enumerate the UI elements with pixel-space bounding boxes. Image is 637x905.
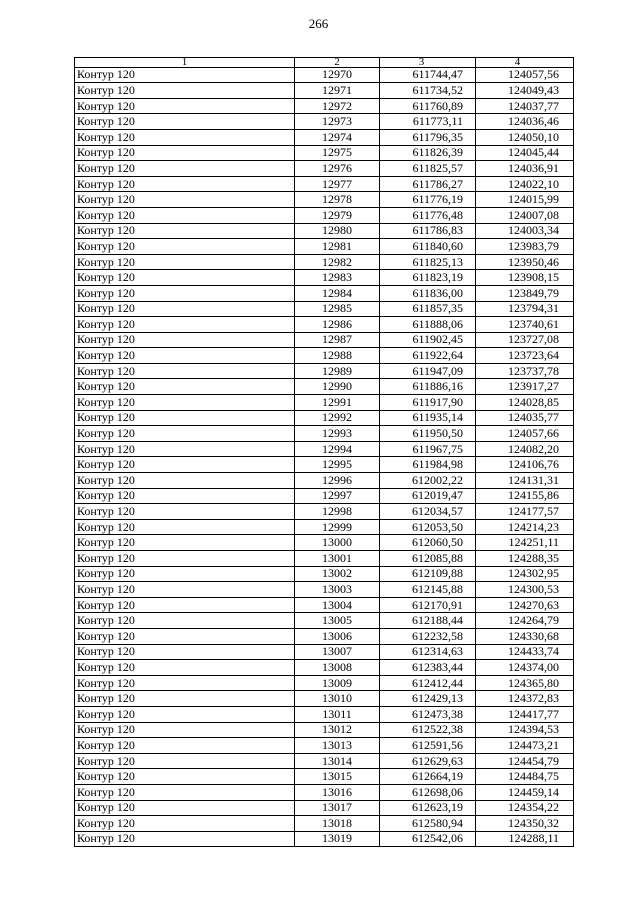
x-coordinate-cell: 612232,58 bbox=[380, 628, 476, 644]
table-row bbox=[75, 691, 574, 707]
table-row bbox=[75, 457, 574, 473]
y-coordinate-cell: 124417,77 bbox=[476, 706, 574, 722]
contour-name-cell: Контур 120 bbox=[75, 207, 295, 223]
x-coordinate-cell: 612429,13 bbox=[380, 691, 476, 707]
y-coordinate-cell: 124473,21 bbox=[476, 738, 574, 754]
x-coordinate-cell: 611825,57 bbox=[380, 161, 476, 177]
point-number-cell: 13002 bbox=[295, 566, 380, 582]
x-coordinate-cell: 611786,83 bbox=[380, 223, 476, 239]
point-number-cell: 12982 bbox=[295, 254, 380, 270]
y-coordinate-cell: 124028,85 bbox=[476, 395, 574, 411]
table-header-row bbox=[75, 58, 574, 68]
contour-name-cell: Контур 120 bbox=[75, 301, 295, 317]
contour-name-cell: Контур 120 bbox=[75, 784, 295, 800]
y-coordinate-cell: 124131,31 bbox=[476, 473, 574, 489]
x-coordinate-cell: 611902,45 bbox=[380, 332, 476, 348]
contour-name-cell: Контур 120 bbox=[75, 769, 295, 785]
point-number-cell: 13003 bbox=[295, 582, 380, 598]
contour-name-cell: Контур 120 bbox=[75, 317, 295, 333]
table-row bbox=[75, 363, 574, 379]
contour-name-cell: Контур 120 bbox=[75, 161, 295, 177]
x-coordinate-cell: 612019,47 bbox=[380, 488, 476, 504]
point-number-cell: 12980 bbox=[295, 223, 380, 239]
contour-name-cell: Контур 120 bbox=[75, 348, 295, 364]
table-row bbox=[75, 145, 574, 161]
y-coordinate-cell: 124015,99 bbox=[476, 192, 574, 208]
point-number-cell: 13017 bbox=[295, 800, 380, 816]
x-coordinate-cell: 612522,38 bbox=[380, 722, 476, 738]
point-number-cell: 12989 bbox=[295, 363, 380, 379]
x-coordinate-cell: 611947,09 bbox=[380, 363, 476, 379]
table-row bbox=[75, 566, 574, 582]
x-coordinate-cell: 611744,47 bbox=[380, 67, 476, 83]
x-coordinate-cell: 612145,88 bbox=[380, 582, 476, 598]
contour-name-cell: Контур 120 bbox=[75, 67, 295, 83]
table-row bbox=[75, 207, 574, 223]
contour-name-cell: Контур 120 bbox=[75, 566, 295, 582]
contour-name-cell: Контур 120 bbox=[75, 722, 295, 738]
point-number-cell: 13008 bbox=[295, 660, 380, 676]
contour-name-cell: Контур 120 bbox=[75, 457, 295, 473]
table-row bbox=[75, 379, 574, 395]
contour-name-cell: Контур 120 bbox=[75, 675, 295, 691]
y-coordinate-cell: 124394,53 bbox=[476, 722, 574, 738]
point-number-cell: 12990 bbox=[295, 379, 380, 395]
point-number-cell: 13018 bbox=[295, 816, 380, 832]
table-row bbox=[75, 83, 574, 99]
table-row bbox=[75, 332, 574, 348]
table-row bbox=[75, 395, 574, 411]
point-number-cell: 12986 bbox=[295, 317, 380, 333]
x-coordinate-cell: 612591,56 bbox=[380, 738, 476, 754]
point-number-cell: 13009 bbox=[295, 675, 380, 691]
table-row bbox=[75, 800, 574, 816]
point-number-cell: 12993 bbox=[295, 426, 380, 442]
point-number-cell: 12994 bbox=[295, 441, 380, 457]
x-coordinate-cell: 612170,91 bbox=[380, 597, 476, 613]
point-number-cell: 12997 bbox=[295, 488, 380, 504]
contour-name-cell: Контур 120 bbox=[75, 800, 295, 816]
table-row bbox=[75, 753, 574, 769]
point-number-cell: 12983 bbox=[295, 270, 380, 286]
x-coordinate-cell: 611840,60 bbox=[380, 239, 476, 255]
contour-name-cell: Контур 120 bbox=[75, 488, 295, 504]
point-number-cell: 12991 bbox=[295, 395, 380, 411]
table-row bbox=[75, 784, 574, 800]
point-number-cell: 12976 bbox=[295, 161, 380, 177]
table-row bbox=[75, 597, 574, 613]
y-coordinate-cell: 124007,08 bbox=[476, 207, 574, 223]
y-coordinate-cell: 123917,27 bbox=[476, 379, 574, 395]
point-number-cell: 13016 bbox=[295, 784, 380, 800]
y-coordinate-cell: 124264,79 bbox=[476, 613, 574, 629]
table-row bbox=[75, 504, 574, 520]
y-coordinate-cell: 124036,46 bbox=[476, 114, 574, 130]
y-coordinate-cell: 124036,91 bbox=[476, 161, 574, 177]
x-coordinate-cell: 612002,22 bbox=[380, 473, 476, 489]
contour-name-cell: Контур 120 bbox=[75, 816, 295, 832]
contour-name-cell: Контур 120 bbox=[75, 582, 295, 598]
point-number-cell: 12984 bbox=[295, 285, 380, 301]
table-row bbox=[75, 176, 574, 192]
table-row bbox=[75, 254, 574, 270]
y-coordinate-cell: 124251,11 bbox=[476, 535, 574, 551]
contour-name-cell: Контур 120 bbox=[75, 738, 295, 754]
table-row bbox=[75, 270, 574, 286]
y-coordinate-cell: 124454,79 bbox=[476, 753, 574, 769]
contour-name-cell: Контур 120 bbox=[75, 426, 295, 442]
x-coordinate-cell: 612109,88 bbox=[380, 566, 476, 582]
contour-name-cell: Контур 120 bbox=[75, 644, 295, 660]
table-body bbox=[75, 58, 574, 847]
point-number-cell: 13011 bbox=[295, 706, 380, 722]
contour-name-cell: Контур 120 bbox=[75, 98, 295, 114]
table-row bbox=[75, 161, 574, 177]
table-row bbox=[75, 644, 574, 660]
point-number-cell: 13004 bbox=[295, 597, 380, 613]
y-coordinate-cell: 124302,95 bbox=[476, 566, 574, 582]
table-row bbox=[75, 535, 574, 551]
point-number-cell: 13006 bbox=[295, 628, 380, 644]
contour-name-cell: Контур 120 bbox=[75, 395, 295, 411]
table-row bbox=[75, 831, 574, 847]
page-number: 266 bbox=[308, 16, 329, 31]
table-row bbox=[75, 816, 574, 832]
contour-name-cell: Контур 120 bbox=[75, 504, 295, 520]
table-row bbox=[75, 722, 574, 738]
contour-name-cell: Контур 120 bbox=[75, 254, 295, 270]
contour-name-cell: Контур 120 bbox=[75, 519, 295, 535]
y-coordinate-cell: 124106,76 bbox=[476, 457, 574, 473]
y-coordinate-cell: 123740,61 bbox=[476, 317, 574, 333]
point-number-cell: 13007 bbox=[295, 644, 380, 660]
point-number-cell: 13005 bbox=[295, 613, 380, 629]
table-row bbox=[75, 410, 574, 426]
contour-name-cell: Контур 120 bbox=[75, 270, 295, 286]
contour-name-cell: Контур 120 bbox=[75, 597, 295, 613]
contour-name-cell: Контур 120 bbox=[75, 239, 295, 255]
point-number-cell: 12999 bbox=[295, 519, 380, 535]
column-header-2: 2 bbox=[295, 58, 380, 68]
y-coordinate-cell: 124374,00 bbox=[476, 660, 574, 676]
table-row bbox=[75, 488, 574, 504]
x-coordinate-cell: 611825,13 bbox=[380, 254, 476, 270]
y-coordinate-cell: 124354,22 bbox=[476, 800, 574, 816]
column-header-3: 3 bbox=[380, 58, 476, 68]
table-row bbox=[75, 426, 574, 442]
point-number-cell: 13012 bbox=[295, 722, 380, 738]
y-coordinate-cell: 124270,63 bbox=[476, 597, 574, 613]
point-number-cell: 13013 bbox=[295, 738, 380, 754]
y-coordinate-cell: 123727,08 bbox=[476, 332, 574, 348]
y-coordinate-cell: 124214,23 bbox=[476, 519, 574, 535]
table-row bbox=[75, 114, 574, 130]
contour-name-cell: Контур 120 bbox=[75, 535, 295, 551]
y-coordinate-cell: 124022,10 bbox=[476, 176, 574, 192]
table-row bbox=[75, 129, 574, 145]
x-coordinate-cell: 612623,19 bbox=[380, 800, 476, 816]
x-coordinate-cell: 612542,06 bbox=[380, 831, 476, 847]
table-row bbox=[75, 301, 574, 317]
y-coordinate-cell: 123983,79 bbox=[476, 239, 574, 255]
point-number-cell: 12992 bbox=[295, 410, 380, 426]
y-coordinate-cell: 124484,75 bbox=[476, 769, 574, 785]
point-number-cell: 12987 bbox=[295, 332, 380, 348]
y-coordinate-cell: 124035,77 bbox=[476, 410, 574, 426]
y-coordinate-cell: 123737,78 bbox=[476, 363, 574, 379]
point-number-cell: 13000 bbox=[295, 535, 380, 551]
x-coordinate-cell: 611922,64 bbox=[380, 348, 476, 364]
x-coordinate-cell: 611967,75 bbox=[380, 441, 476, 457]
point-number-cell: 13014 bbox=[295, 753, 380, 769]
y-coordinate-cell: 124082,20 bbox=[476, 441, 574, 457]
contour-name-cell: Контур 120 bbox=[75, 285, 295, 301]
x-coordinate-cell: 612698,06 bbox=[380, 784, 476, 800]
y-coordinate-cell: 124372,83 bbox=[476, 691, 574, 707]
column-header-4: 4 bbox=[476, 58, 574, 68]
y-coordinate-cell: 124003,34 bbox=[476, 223, 574, 239]
x-coordinate-cell: 612629,63 bbox=[380, 753, 476, 769]
point-number-cell: 12985 bbox=[295, 301, 380, 317]
y-coordinate-cell: 124049,43 bbox=[476, 83, 574, 99]
y-coordinate-cell: 124155,86 bbox=[476, 488, 574, 504]
table-row bbox=[75, 317, 574, 333]
point-number-cell: 12973 bbox=[295, 114, 380, 130]
contour-name-cell: Контур 120 bbox=[75, 691, 295, 707]
x-coordinate-cell: 612314,63 bbox=[380, 644, 476, 660]
contour-name-cell: Контур 120 bbox=[75, 753, 295, 769]
x-coordinate-cell: 611760,89 bbox=[380, 98, 476, 114]
x-coordinate-cell: 611786,27 bbox=[380, 176, 476, 192]
x-coordinate-cell: 611776,19 bbox=[380, 192, 476, 208]
table-row bbox=[75, 473, 574, 489]
contour-name-cell: Контур 120 bbox=[75, 613, 295, 629]
contour-name-cell: Контур 120 bbox=[75, 129, 295, 145]
contour-name-cell: Контур 120 bbox=[75, 379, 295, 395]
table-row bbox=[75, 738, 574, 754]
x-coordinate-cell: 611773,11 bbox=[380, 114, 476, 130]
y-coordinate-cell: 124057,56 bbox=[476, 67, 574, 83]
point-number-cell: 12995 bbox=[295, 457, 380, 473]
contour-name-cell: Контур 120 bbox=[75, 551, 295, 567]
y-coordinate-cell: 124177,57 bbox=[476, 504, 574, 520]
x-coordinate-cell: 612060,50 bbox=[380, 535, 476, 551]
contour-name-cell: Контур 120 bbox=[75, 83, 295, 99]
x-coordinate-cell: 611734,52 bbox=[380, 83, 476, 99]
table-row bbox=[75, 348, 574, 364]
x-coordinate-cell: 611935,14 bbox=[380, 410, 476, 426]
x-coordinate-cell: 611888,06 bbox=[380, 317, 476, 333]
contour-name-cell: Контур 120 bbox=[75, 145, 295, 161]
y-coordinate-cell: 124300,53 bbox=[476, 582, 574, 598]
x-coordinate-cell: 612034,57 bbox=[380, 504, 476, 520]
table-row bbox=[75, 98, 574, 114]
point-number-cell: 12972 bbox=[295, 98, 380, 114]
contour-name-cell: Контур 120 bbox=[75, 660, 295, 676]
y-coordinate-cell: 124350,32 bbox=[476, 816, 574, 832]
point-number-cell: 13010 bbox=[295, 691, 380, 707]
x-coordinate-cell: 612085,88 bbox=[380, 551, 476, 567]
y-coordinate-cell: 124288,11 bbox=[476, 831, 574, 847]
x-coordinate-cell: 612412,44 bbox=[380, 675, 476, 691]
contour-name-cell: Контур 120 bbox=[75, 628, 295, 644]
point-number-cell: 12978 bbox=[295, 192, 380, 208]
point-number-cell: 12971 bbox=[295, 83, 380, 99]
contour-name-cell: Контур 120 bbox=[75, 363, 295, 379]
table-row bbox=[75, 582, 574, 598]
x-coordinate-cell: 611857,35 bbox=[380, 301, 476, 317]
y-coordinate-cell: 124037,77 bbox=[476, 98, 574, 114]
x-coordinate-cell: 612188,44 bbox=[380, 613, 476, 629]
y-coordinate-cell: 124050,10 bbox=[476, 129, 574, 145]
contour-name-cell: Контур 120 bbox=[75, 410, 295, 426]
table-row bbox=[75, 675, 574, 691]
table-row bbox=[75, 551, 574, 567]
x-coordinate-cell: 611796,35 bbox=[380, 129, 476, 145]
y-coordinate-cell: 124365,80 bbox=[476, 675, 574, 691]
table-row bbox=[75, 441, 574, 457]
x-coordinate-cell: 611776,48 bbox=[380, 207, 476, 223]
point-number-cell: 12996 bbox=[295, 473, 380, 489]
coordinates-table bbox=[74, 57, 574, 847]
contour-name-cell: Контур 120 bbox=[75, 706, 295, 722]
x-coordinate-cell: 611823,19 bbox=[380, 270, 476, 286]
y-coordinate-cell: 123950,46 bbox=[476, 254, 574, 270]
table-row bbox=[75, 769, 574, 785]
point-number-cell: 12977 bbox=[295, 176, 380, 192]
y-coordinate-cell: 123849,79 bbox=[476, 285, 574, 301]
y-coordinate-cell: 123794,31 bbox=[476, 301, 574, 317]
contour-name-cell: Контур 120 bbox=[75, 473, 295, 489]
table-row bbox=[75, 192, 574, 208]
x-coordinate-cell: 611984,98 bbox=[380, 457, 476, 473]
table-row bbox=[75, 223, 574, 239]
point-number-cell: 12970 bbox=[295, 67, 380, 83]
table-row bbox=[75, 613, 574, 629]
point-number-cell: 13015 bbox=[295, 769, 380, 785]
point-number-cell: 13019 bbox=[295, 831, 380, 847]
point-number-cell: 12979 bbox=[295, 207, 380, 223]
contour-name-cell: Контур 120 bbox=[75, 114, 295, 130]
table-row bbox=[75, 239, 574, 255]
table-row bbox=[75, 628, 574, 644]
y-coordinate-cell: 123908,15 bbox=[476, 270, 574, 286]
x-coordinate-cell: 612664,19 bbox=[380, 769, 476, 785]
x-coordinate-cell: 612053,50 bbox=[380, 519, 476, 535]
point-number-cell: 12975 bbox=[295, 145, 380, 161]
contour-name-cell: Контур 120 bbox=[75, 192, 295, 208]
y-coordinate-cell: 124288,35 bbox=[476, 551, 574, 567]
x-coordinate-cell: 612383,44 bbox=[380, 660, 476, 676]
table-row bbox=[75, 67, 574, 83]
contour-name-cell: Контур 120 bbox=[75, 223, 295, 239]
contour-name-cell: Контур 120 bbox=[75, 332, 295, 348]
table-row bbox=[75, 519, 574, 535]
point-number-cell: 13001 bbox=[295, 551, 380, 567]
point-number-cell: 12998 bbox=[295, 504, 380, 520]
y-coordinate-cell: 124330,68 bbox=[476, 628, 574, 644]
point-number-cell: 12988 bbox=[295, 348, 380, 364]
y-coordinate-cell: 124459,14 bbox=[476, 784, 574, 800]
table-row bbox=[75, 285, 574, 301]
table-row bbox=[75, 660, 574, 676]
table-row bbox=[75, 706, 574, 722]
contour-name-cell: Контур 120 bbox=[75, 831, 295, 847]
y-coordinate-cell: 124433,74 bbox=[476, 644, 574, 660]
x-coordinate-cell: 611886,16 bbox=[380, 379, 476, 395]
point-number-cell: 12981 bbox=[295, 239, 380, 255]
x-coordinate-cell: 611826,39 bbox=[380, 145, 476, 161]
contour-name-cell: Контур 120 bbox=[75, 441, 295, 457]
point-number-cell: 12974 bbox=[295, 129, 380, 145]
column-header-1: 1 bbox=[75, 58, 295, 68]
y-coordinate-cell: 124045,44 bbox=[476, 145, 574, 161]
x-coordinate-cell: 612473,38 bbox=[380, 706, 476, 722]
x-coordinate-cell: 611950,50 bbox=[380, 426, 476, 442]
y-coordinate-cell: 124057,66 bbox=[476, 426, 574, 442]
contour-name-cell: Контур 120 bbox=[75, 176, 295, 192]
x-coordinate-cell: 611836,00 bbox=[380, 285, 476, 301]
x-coordinate-cell: 612580,94 bbox=[380, 816, 476, 832]
y-coordinate-cell: 123723,64 bbox=[476, 348, 574, 364]
x-coordinate-cell: 611917,90 bbox=[380, 395, 476, 411]
